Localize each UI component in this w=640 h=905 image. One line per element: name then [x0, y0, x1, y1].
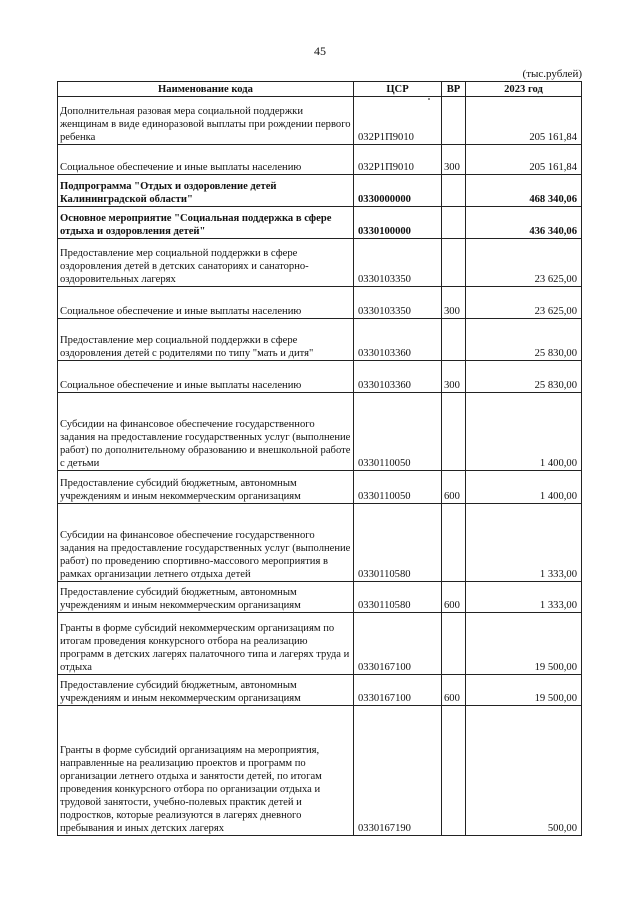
row-vr	[442, 319, 466, 361]
table-row	[58, 582, 582, 613]
row-amount: 19 500,00	[466, 675, 582, 706]
row-amount: 468 340,06	[466, 175, 582, 207]
row-vr	[442, 175, 466, 207]
row-vr	[442, 706, 466, 836]
row-name: Субсидии на финансовое обеспечение государственного задания на предоставление государственных услуг (выполнение работ) по дополнительному образованию и внешкольной работе с детьми	[58, 393, 354, 471]
row-name: Предоставление мер социальной поддержки в сфере оздоровления детей с родителями по типу "мать и дитя"	[58, 319, 354, 361]
row-amount: 436 340,06	[466, 207, 582, 239]
row-amount: 500,00	[466, 706, 582, 836]
row-name: Предоставление субсидий бюджетным, автономным учреждениям и иным некоммерческим организациям	[58, 471, 354, 504]
row-name: Субсидии на финансовое обеспечение государственного задания на предоставление государственных услуг (выполнение работ) по проведению спортивно-массового мероприятия в рамках организации летнего отдыха детей	[58, 504, 354, 582]
table-row	[58, 287, 582, 319]
row-code: 032Р1П9010	[354, 145, 442, 175]
table-row	[58, 504, 582, 582]
row-code: 0330110580	[354, 582, 442, 613]
row-code: 0330103360	[354, 319, 442, 361]
table-row	[58, 393, 582, 471]
row-name: Подпрограмма "Отдых и оздоровление детей Калининградской области"	[58, 175, 354, 207]
table-row	[58, 471, 582, 504]
row-code: 0330100000	[354, 207, 442, 239]
row-name: Гранты в форме субсидий организациям на мероприятия, направленные на реализацию проектов и программ по организации летнего отдыха и занятости детей, по итогам проведения конкурсного отбора по организации отдыха и трудовой занятости, учебно-полевых практик детей и подростков, которые реализуются в лагерях дневного пребывания и иных детских лагерях	[58, 706, 354, 836]
row-amount: 1 333,00	[466, 504, 582, 582]
row-amount: 1 333,00	[466, 582, 582, 613]
row-code: 0330110050	[354, 471, 442, 504]
row-vr: 300	[442, 287, 466, 319]
budget-table	[57, 81, 582, 836]
page-number: 45	[314, 44, 326, 58]
table-row	[58, 675, 582, 706]
row-amount: 205 161,84	[466, 145, 582, 175]
row-code: 0330110050	[354, 393, 442, 471]
row-vr	[442, 97, 466, 145]
row-amount: 25 830,00	[466, 319, 582, 361]
row-vr: 600	[442, 675, 466, 706]
row-code: 032Р1П9010	[354, 97, 442, 145]
row-vr: 600	[442, 471, 466, 504]
row-name: Предоставление субсидий бюджетным, автономным учреждениям и иным некоммерческим организациям	[58, 582, 354, 613]
row-amount: 205 161,84	[466, 97, 582, 145]
row-vr	[442, 613, 466, 675]
header-csr: ЦСР	[354, 82, 442, 97]
row-name: Гранты в форме субсидий некоммерческим организациям по итогам проведения конкурсного отбора на реализацию программ в детских лагерях палаточного типа и лагерях труда и отдыха	[58, 613, 354, 675]
row-vr	[442, 207, 466, 239]
row-name: Предоставление мер социальной поддержки в сфере оздоровления детей в детских санаториях и санаторно-оздоровительных лагерях	[58, 239, 354, 287]
header-name: Наименование кода	[58, 82, 354, 97]
row-code: 0330103350	[354, 287, 442, 319]
row-code: 0330103350	[354, 239, 442, 287]
unit-note: (тыс.рублей)	[522, 68, 582, 80]
table-row	[58, 207, 582, 239]
row-vr: 300	[442, 145, 466, 175]
row-code: 0330103360	[354, 361, 442, 393]
row-vr: 600	[442, 582, 466, 613]
table-row	[58, 706, 582, 836]
table-row	[58, 97, 582, 145]
row-amount: 25 830,00	[466, 361, 582, 393]
row-vr	[442, 393, 466, 471]
table-row	[58, 319, 582, 361]
table-row	[58, 145, 582, 175]
row-amount: 23 625,00	[466, 287, 582, 319]
row-name: Социальное обеспечение и иные выплаты населению	[58, 361, 354, 393]
row-code: 0330110580	[354, 504, 442, 582]
row-name: Социальное обеспечение и иные выплаты населению	[58, 287, 354, 319]
row-vr	[442, 239, 466, 287]
header-vr: ВР	[442, 82, 466, 97]
row-code: 0330167190	[354, 706, 442, 836]
row-amount: 19 500,00	[466, 613, 582, 675]
row-name: Социальное обеспечение и иные выплаты населению	[58, 145, 354, 175]
row-code: 0330167100	[354, 675, 442, 706]
table-row	[58, 175, 582, 207]
table-row	[58, 239, 582, 287]
row-name: Основное мероприятие "Социальная поддержка в сфере отдыха и оздоровления детей"	[58, 207, 354, 239]
row-code: 0330167100	[354, 613, 442, 675]
row-name: Дополнительная разовая мера социальной поддержки женщинам в виде единоразовой выплаты при рождении первого ребенка	[58, 97, 354, 145]
header-year: 2023 год	[466, 82, 582, 97]
table-header-row	[58, 82, 582, 97]
table-row	[58, 613, 582, 675]
row-code: 0330000000	[354, 175, 442, 207]
row-amount: 1 400,00	[466, 393, 582, 471]
row-name: Предоставление субсидий бюджетным, автономным учреждениям и иным некоммерческим организациям	[58, 675, 354, 706]
row-amount: 1 400,00	[466, 471, 582, 504]
row-vr: 300	[442, 361, 466, 393]
row-amount: 23 625,00	[466, 239, 582, 287]
row-vr	[442, 504, 466, 582]
table-row	[58, 361, 582, 393]
